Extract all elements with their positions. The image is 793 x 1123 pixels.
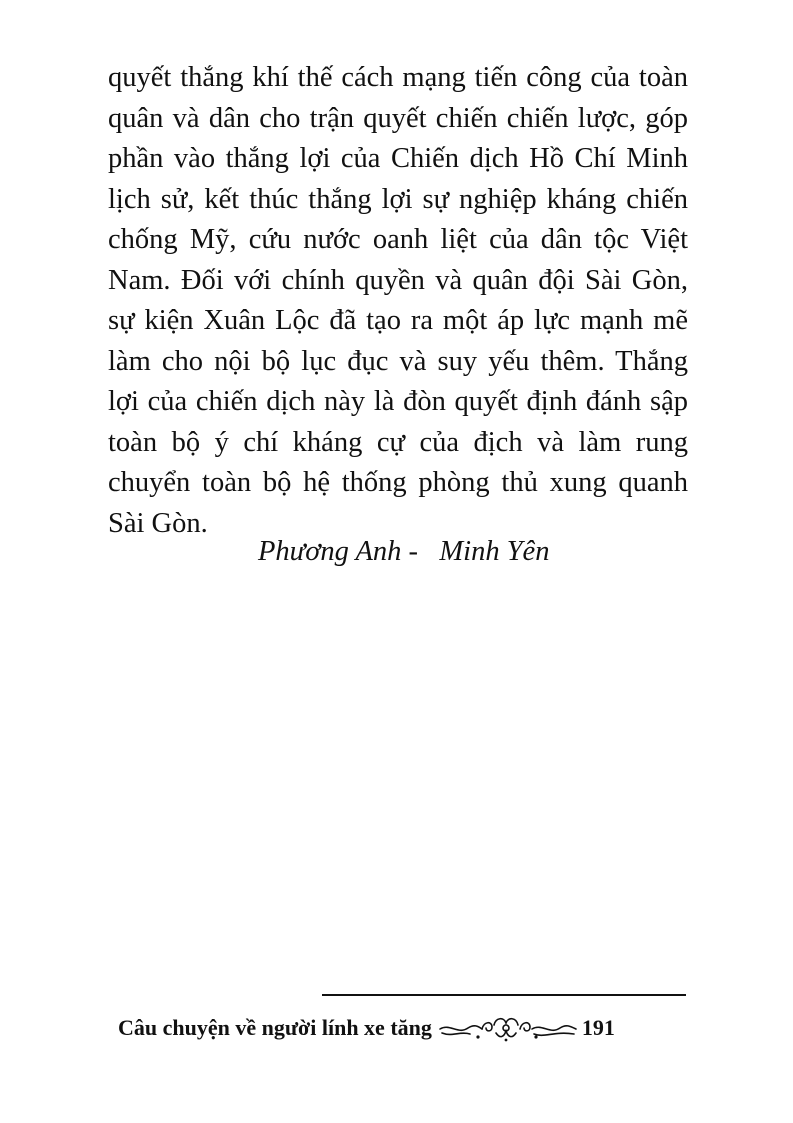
text-line: làm cho nội bộ lục đục và suy yếu thêm. Thắng bbox=[108, 345, 688, 377]
text-line: toàn bộ ý chí kháng cự của địch và làm rung bbox=[108, 426, 688, 458]
text-line: lịch sử, kết thúc thắng lợi sự nghiệp kháng chiến bbox=[108, 183, 688, 215]
author-signature: Phương Anh - Minh Yên bbox=[258, 536, 550, 567]
footer-rule bbox=[322, 994, 686, 996]
body-text bbox=[108, 58, 688, 544]
text-line: sự kiện Xuân Lộc đã tạo ra một áp lực mạnh mẽ bbox=[108, 305, 688, 336]
text-line: phần vào thắng lợi của Chiến dịch Hồ Chí Minh bbox=[108, 143, 688, 174]
page-number: 191 bbox=[581, 1015, 615, 1040]
decorative-flourish-icon bbox=[438, 1013, 578, 1043]
text-line: quyết thắng khí thế cách mạng tiến công của toàn bbox=[108, 62, 688, 93]
text-line: chống Mỹ, cứu nước oanh liệt của dân tộc Việt bbox=[108, 224, 688, 255]
page-footer bbox=[118, 1010, 688, 1046]
text-line: lợi của chiến dịch này là đòn quyết định đánh sập bbox=[108, 386, 688, 417]
book-title: Câu chuyện về người lính xe tăng bbox=[118, 1015, 432, 1040]
text-line: Nam. Đối với chính quyền và quân đội Sài Gòn, bbox=[108, 264, 688, 296]
text-line: chuyển toàn bộ hệ thống phòng thủ xung quanh bbox=[108, 467, 688, 498]
text-line: Sài Gòn. bbox=[108, 507, 208, 539]
text-line: quân và dân cho trận quyết chiến chiến lược, góp bbox=[108, 102, 688, 134]
